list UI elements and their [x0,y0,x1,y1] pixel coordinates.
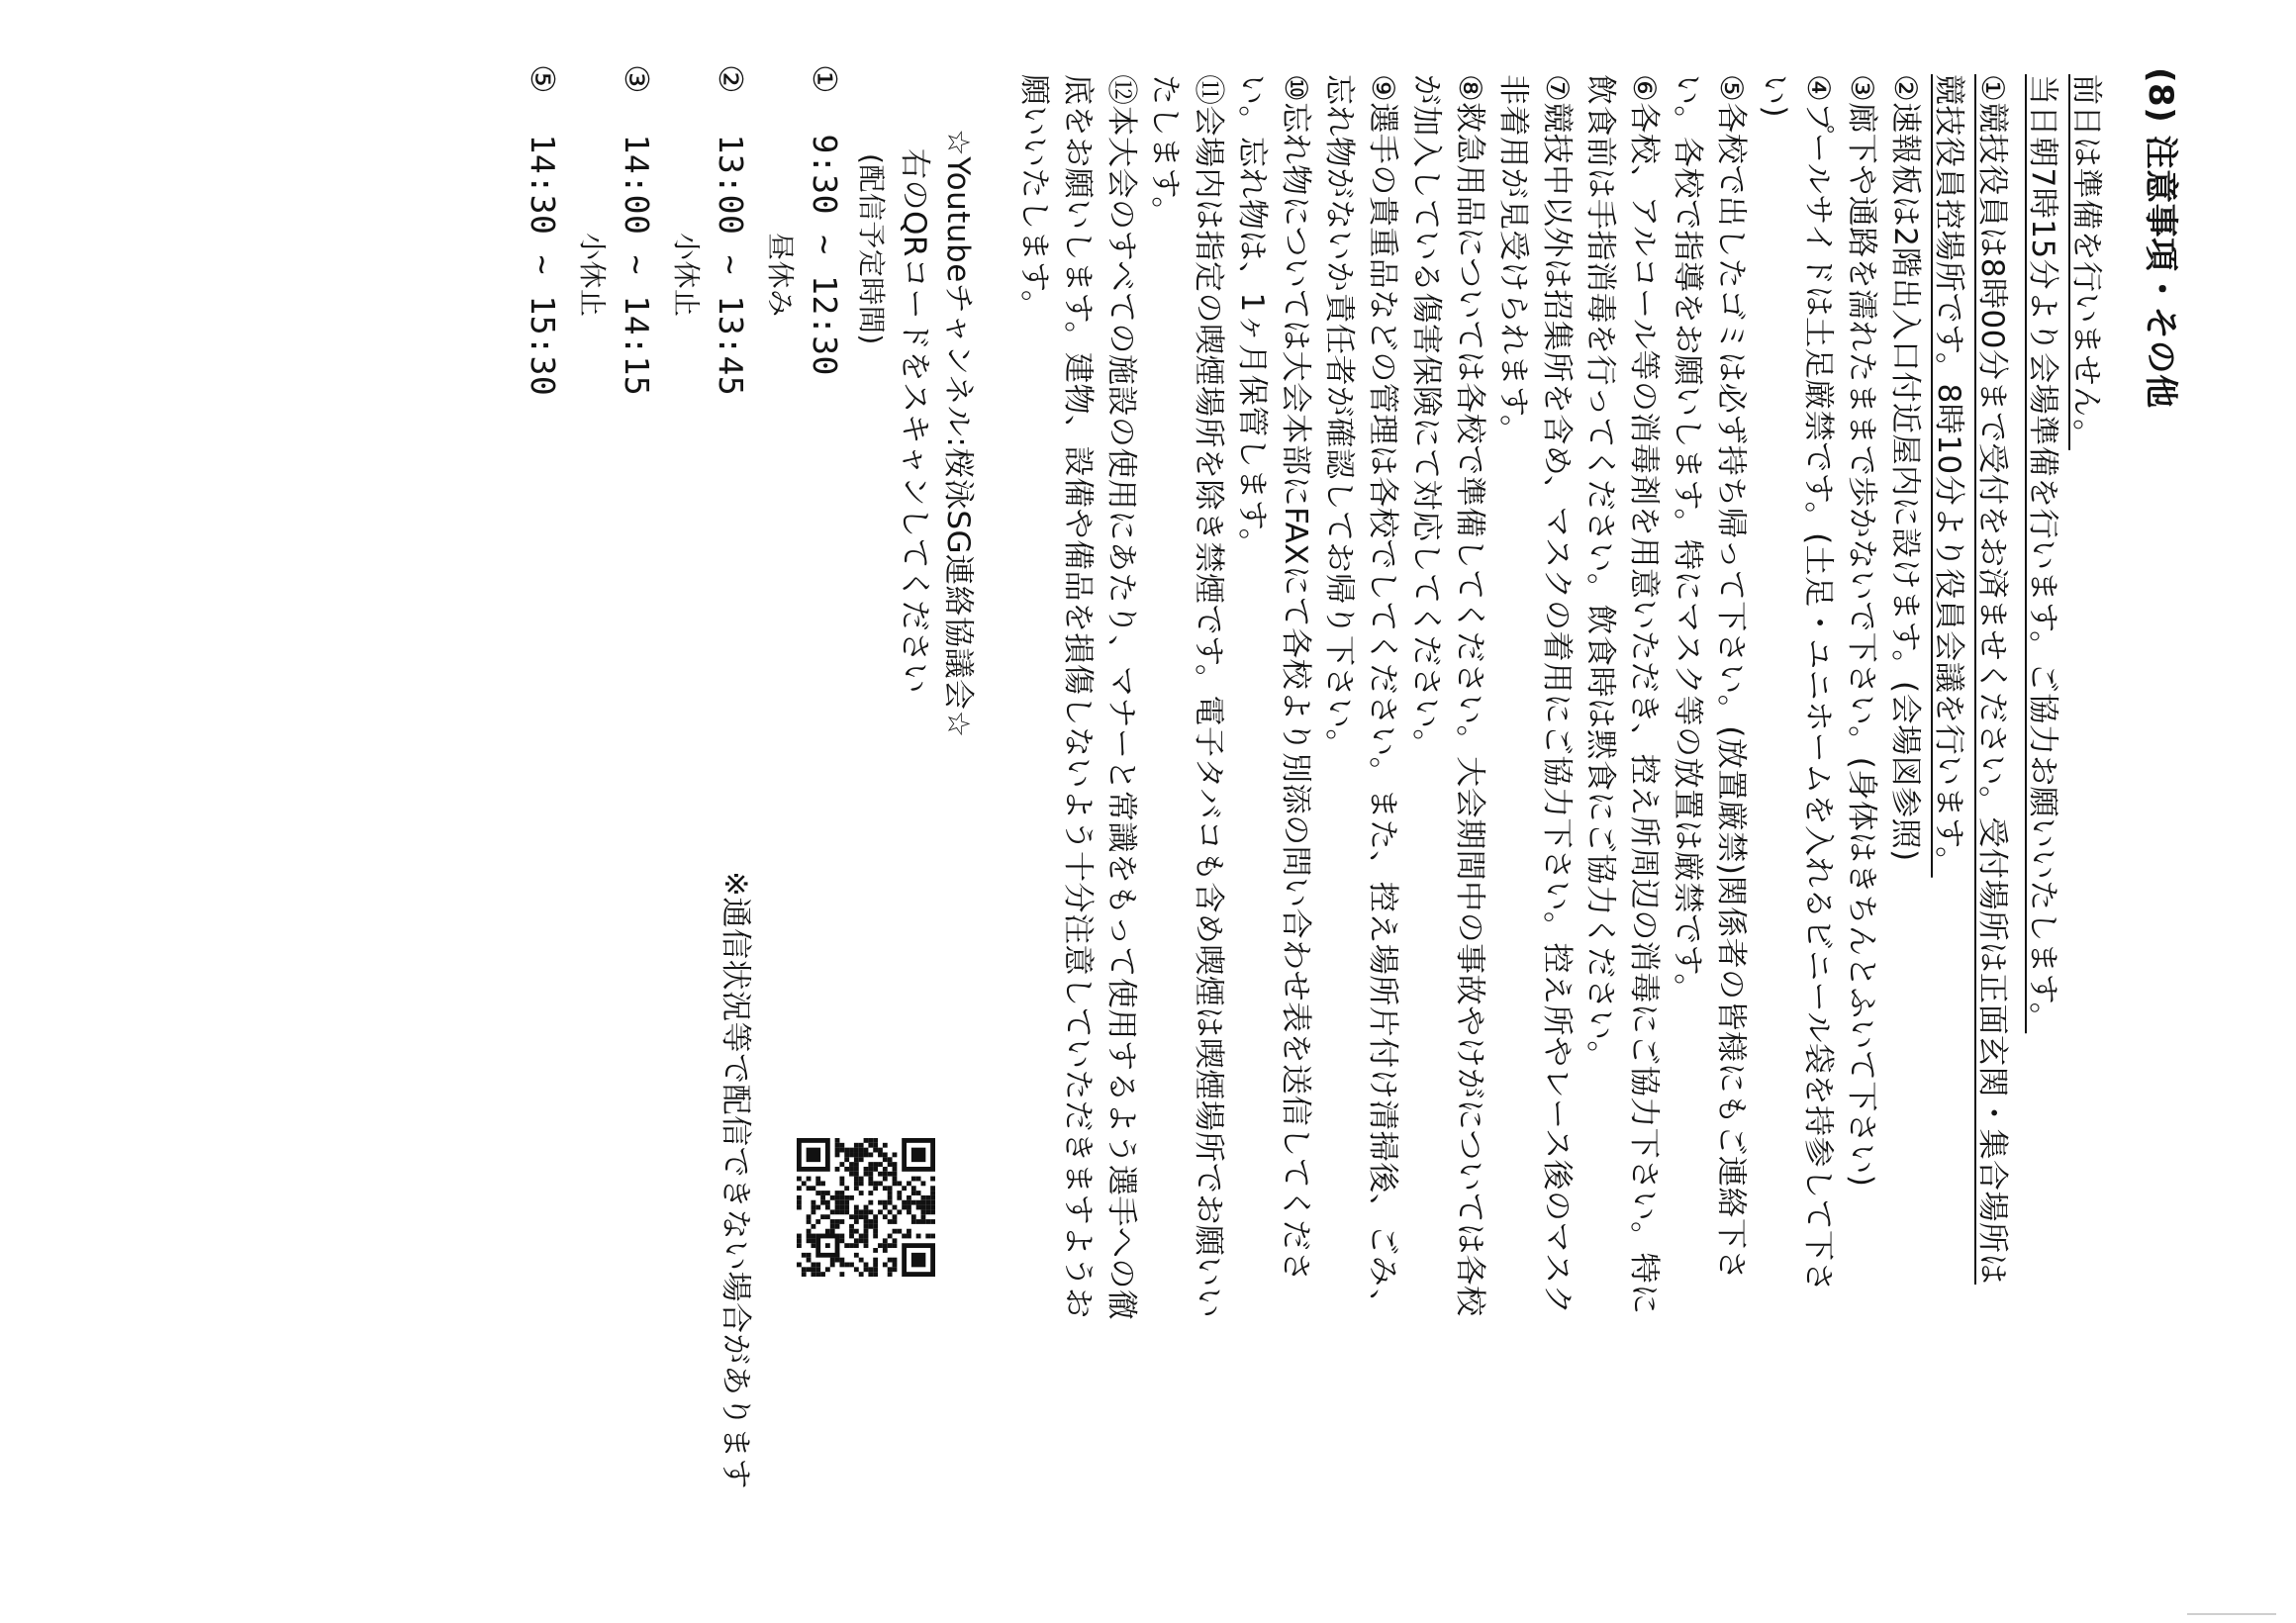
notice-item-6-line-2: 飲食前は手指消毒を行ってください。飲食時は黙食にご協力ください。 [1582,74,1618,1072]
youtube-scan-line: 右のQRコードをスキャンしてください [897,148,932,694]
notice-item-4-line-1: ④プールサイドは土足厳禁です。(土足・ユニホームを入れるビニール袋を持参して下さ [1800,74,1836,1293]
schedule-time-3: 14:00 ~ 14:15 [618,134,656,397]
notice-item-11-line-2: たします。 [1147,74,1183,229]
intro-line-2: 当日朝7時15分より会場準備を行います。ご協力お願いいたします。 [2025,74,2060,1034]
notice-item-8-line-1: ⑧救急用品については各校で準備してください。大会期間中の事故やけがについては各校 [1452,74,1487,1317]
notice-item-12-line-2: 底をお願いします。建物、設備や備品を損傷しないよう十分注意していただきますようお [1060,74,1096,1319]
schedule-num-2: ② [712,64,750,95]
schedule-time-2: 13:00 ~ 13:45 [712,134,750,397]
notice-item-6-line-1: ⑥各校、アルコール等の消毒剤を用意いただき、控え所周辺の消毒にご協力下さい。特に [1626,74,1662,1315]
schedule-heading: (配信予定時間) [855,153,888,345]
notice-item-5-line-2: い。各校で指導をお願いします。特にマスク等の放置は厳禁です。 [1670,74,1705,1005]
schedule-num-3: ③ [618,64,656,95]
notice-item-11-line-1: ⑪会場内は指定の喫煙場所を除き禁煙です。電子タバコも含め喫煙は喫煙場所でお願いい [1191,74,1226,1319]
notice-item-7-line-1: ⑦競技中以外は招集所を含め、マスクの着用にご協力下さい。控え所やレース後のマスク [1539,74,1575,1315]
notice-item-3: ③廊下や通路を濡れたままで歩かないで下さい。(身体はきちんとふいて下さい) [1844,74,1879,1188]
schedule-break-3: 小休止 [576,233,609,318]
qr-code-icon [797,1138,935,1277]
schedule-row-3 [615,64,658,396]
notice-item-4-line-2: い) [1757,74,1792,119]
notice-item-8-line-2: が加入している傷害保険にて対応してください。 [1408,74,1444,760]
schedule-time-4: 14:30 ~ 15:30 [524,134,562,397]
notice-item-12-line-1: ⑫本大会のすべての施設の使用にあたり、マナーと常識をもって使用するよう選手への徹 [1103,74,1139,1321]
notice-item-12-line-3: 願いいたします。 [1016,74,1052,322]
notice-item-5-line-1: ⑤各校で出したゴミは必ず持ち帰って下さい。(放置厳禁)関係者の皆様にもご連絡下さ [1713,74,1749,1281]
notice-item-9-line-2: 忘れ物がないか責任者が確認してお帰り下さい。 [1321,74,1357,760]
notice-item-2: ②速報板は2階出入口付近屋内に設けます。(会場図参照) [1887,74,1923,862]
qr-code-graphic [797,1138,935,1277]
notice-item-9-line-1: ⑨選手の貴重品などの管理は各校でしてください。また、控え場所片付け清掃後、ごみ、 [1365,74,1400,1320]
schedule-break-1: 昼休み [764,233,797,318]
page-edge-mark [2187,1613,2276,1615]
youtube-channel-line: ☆Youtubeチャンネル:桜泳SG連絡協議会☆ [940,129,976,738]
schedule-row-4 [521,64,564,396]
schedule-break-2: 小休止 [670,233,703,318]
notice-item-1-line-2: 競技役員控場所です。8時10分より役員会議を行います。 [1931,74,1966,878]
schedule-num-1: ① [806,64,844,95]
notice-item-10-line-2: い。忘れ物は、1ヶ月保管します。 [1234,74,1270,560]
streaming-note: ※通信状況等で配信できない場合があります [718,871,753,1489]
notice-item-1-line-1: ①競技役員は8時00分まで受付をお済ませください。受付場所は正面玄関・集合場所は [1974,74,2010,1285]
notice-item-10-line-1: ⑩忘れ物については大会本部にFAXにて各校より別添の問い合わせ表を送信してくださ [1278,74,1313,1283]
schedule-row-1 [803,64,846,376]
notice-item-7-line-2: 非着用が見受けられます。 [1495,74,1531,446]
intro-line-1: 前日は準備を行いません。 [2068,74,2104,450]
schedule-num-4: ⑤ [524,64,562,95]
schedule-time-1: 9:30 ~ 12:30 [806,134,844,376]
schedule-row-2 [709,64,752,396]
section-title: (8) 注意事項・その他 [2141,67,2180,409]
